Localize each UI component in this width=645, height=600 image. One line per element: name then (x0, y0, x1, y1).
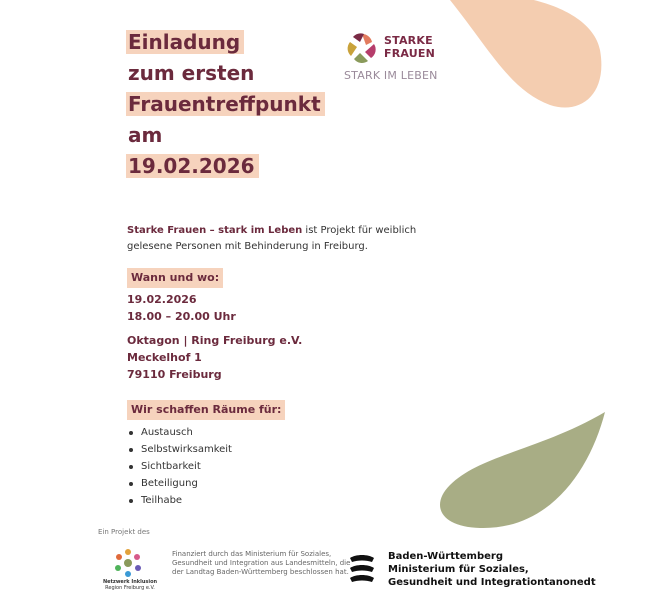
logo-wordmark (384, 34, 435, 60)
bw-line: Gesundheit und Integrationtanonedt (388, 577, 596, 588)
spaces-list (127, 424, 232, 509)
funding-note: Finanziert durch das Ministerium für Soziales, Gesundheit und Integration aus Landesmitteln, die der Landtag Baden-Württemberg beschlossen hat. (172, 550, 351, 576)
intro-text: ist Projekt für weiblich gelesene Personen mit Behinderung in Freiburg. (127, 225, 417, 252)
netzwerk-inklusion-name (100, 579, 160, 591)
title-line: Frauentreffpunkt (126, 92, 325, 116)
event-street: Meckelhof 1 (127, 351, 202, 364)
baden-wuerttemberg-lion-icon (346, 550, 378, 590)
invitation-title (126, 30, 325, 185)
title-line: zum ersten (128, 61, 255, 85)
bw-line: Ministerium für Soziales, (388, 564, 529, 575)
project-of-label: Ein Projekt des (98, 528, 150, 536)
intro-paragraph (127, 223, 447, 255)
event-venue: Oktagon | Ring Freiburg e.V. (127, 334, 303, 347)
when-where-heading: Wann und wo: (127, 268, 223, 288)
list-item: Sichtbarkeit (127, 458, 232, 475)
list-item: Austausch (127, 424, 232, 441)
event-city: 79110 Freiburg (127, 368, 222, 381)
title-line: am (128, 123, 163, 147)
bw-ministry-wordmark (388, 550, 596, 589)
event-date: 19.02.2026 (127, 293, 197, 306)
spaces-heading: Wir schaffen Räume für: (127, 400, 285, 420)
logo-tagline: STARK IM LEBEN (344, 69, 438, 82)
list-item: Beteiligung (127, 475, 232, 492)
list-item: Selbstwirksamkeit (127, 441, 232, 458)
netz-name: Netzwerk Inklusion (102, 579, 158, 585)
peach-blob-decoration (430, 0, 610, 120)
project-name: Starke Frauen – stark im Leben (127, 225, 303, 236)
list-item: Teilhabe (127, 492, 232, 509)
logo-line: STARKE (384, 34, 433, 47)
title-line: Einladung (126, 30, 244, 54)
bw-line: Baden-Württemberg (388, 551, 504, 562)
title-date: 19.02.2026 (126, 154, 259, 178)
logo-line: FRAUEN (384, 47, 436, 60)
green-blob-decoration (420, 410, 610, 540)
event-time: 18.00 – 20.00 Uhr (127, 310, 236, 323)
flower-logo-icon (342, 28, 382, 68)
starke-frauen-logo (342, 28, 452, 86)
netz-region: Region Freiburg e.V. (105, 585, 155, 591)
